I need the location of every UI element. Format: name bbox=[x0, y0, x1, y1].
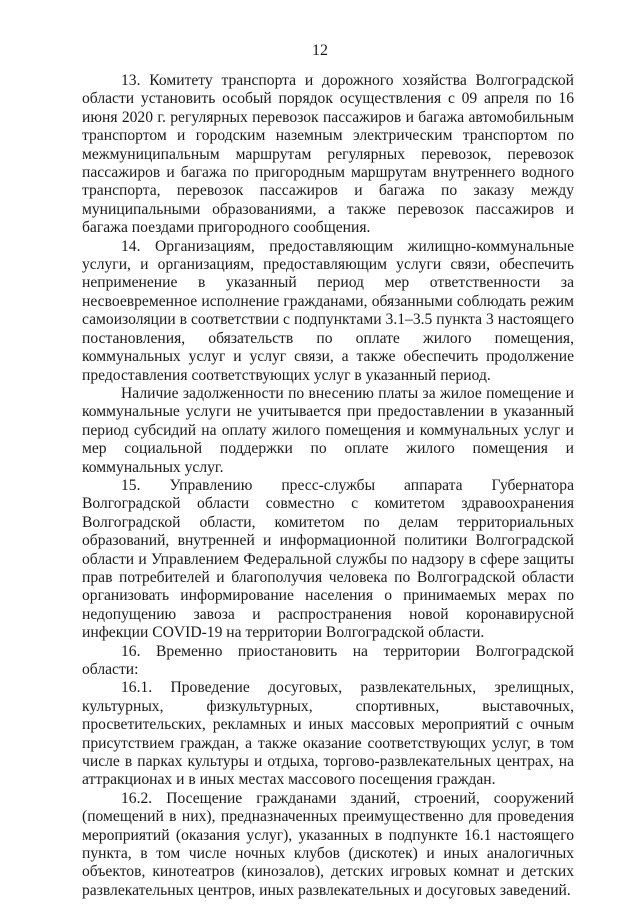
paragraph-16: 16. Временно приостановить на территории Волгоградской области: bbox=[82, 642, 574, 678]
page-number: 12 bbox=[312, 42, 328, 59]
paragraph-14-note: Наличие задолженности по внесению платы за жилое помещение и коммунальные услуги не учитывается при предоставлении в указанный период субсидий на оплату жилого помещения и коммунальных услуг и мер социальной поддержки по оплате жилого помещения и коммунальных услуг. bbox=[82, 384, 574, 476]
paragraph-16-2: 16.2. Посещение гражданами зданий, строений, сооружений (помещений в них), предназначенных преимущественно для проведения мероприятий (оказания услуг), указанных в подпункте 16.1 настоящего пункта, в том числе ночных клубов (дискотек) и иных аналогичных объектов, кинотеатров (кинозалов), детских игровых комнат и детских развлекательных центров, иных развлекательных и досуговых заведений. bbox=[82, 789, 574, 899]
document-body bbox=[82, 72, 574, 900]
paragraph-14: 14. Организациям, предоставляющим жилищно-коммунальные услуги, и организациям, предоставляющим услуги связи, обеспечить неприменение в указанный период мер ответственности за несвоевременное исполнение гражданами, обязанными соблюдать режим самоизоляции в соответствии с подпунктами 3.1–3.5 пункта 3 настоящего постановления, обязательств по оплате жилого помещения, коммунальных услуг и услуг связи, а также обеспечить продолжение предоставления соответствующих услуг в указанный период. bbox=[82, 237, 574, 384]
paragraph-13: 13. Комитету транспорта и дорожного хозяйства Волгоградской области установить особый порядок осуществления с 09 апреля по 16 июня 2020 г. регулярных перевозок пассажиров и багажа автомобильным транспортом и городским наземным электрическим транспортом по межмуниципальным маршрутам регулярных перевозок, перевозок пассажиров и багажа по пригородным маршрутам внутреннего водного транспорта, перевозок пассажиров и багажа по заказу между муниципальными образованиями, а также перевозок пассажиров и багажа поездами пригородного сообщения. bbox=[82, 72, 574, 237]
paragraph-16-1: 16.1. Проведение досуговых, развлекательных, зрелищных, культурных, физкультурных, спортивных, выставочных, просветительских, рекламных и иных массовых мероприятий с очным присутствием граждан, а также оказание соответствующих услуг, в том числе в парках культуры и отдыха, торгово-развлекательных центрах, на аттракционах и в иных местах массового посещения граждан. bbox=[82, 679, 574, 789]
paragraph-15: 15. Управлению пресс-службы аппарата Губернатора Волгоградской области совместно с комитетом здравоохранения Волгоградской области, комитетом по делам территориальных образований, внутренней и информационной политики Волгоградской области и Управлением Федеральной службы по надзору в сфере защиты прав потребителей и благополучия человека по Волгоградской области организовать информирование населения о принимаемых мерах по недопущению завоза и распространения новой коронавирусной инфекции COVID-19 на территории Волгоградской области. bbox=[82, 476, 574, 642]
